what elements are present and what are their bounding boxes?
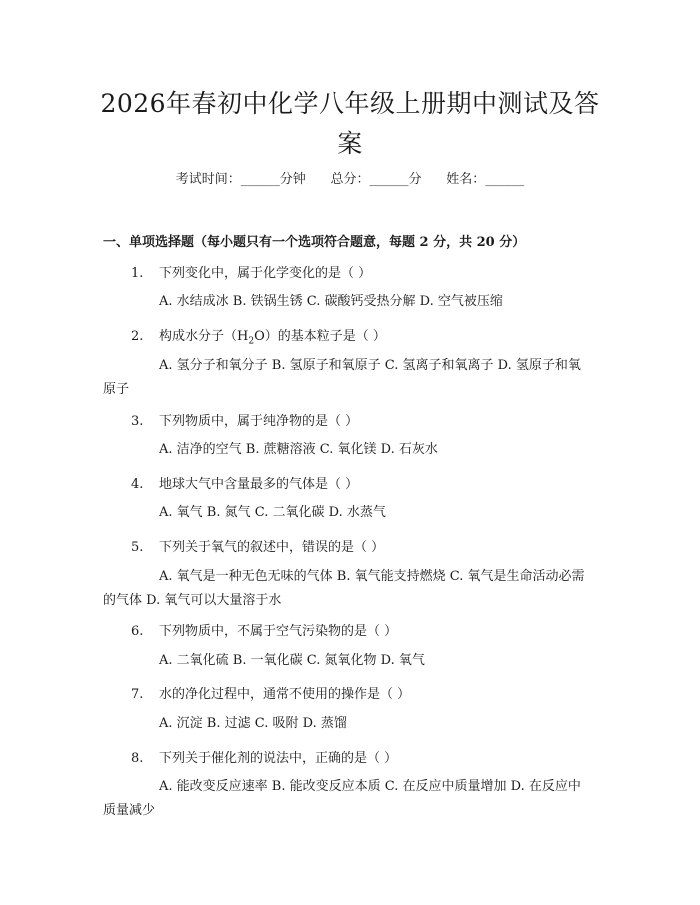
question-options: A. 氧气是一种无色无味的气体 B. 氧气能支持燃烧 C. 氧气是生命活动必需的气体 D. 氧气可以大量溶于水 bbox=[103, 569, 585, 608]
question-options: A. 氢分子和氧分子 B. 氢原子和氧原子 C. 氢离子和氧离子 D. 氢原子和氧原子 bbox=[103, 358, 581, 397]
question-number: 1. bbox=[131, 266, 144, 281]
question-stem bbox=[131, 620, 397, 639]
question-options: A. 洁净的空气 B. 蔗糖溶液 C. 氧化镁 D. 石灰水 bbox=[159, 442, 438, 457]
question-options: A. 氧气 B. 氮气 C. 二氧化碳 D. 水蒸气 bbox=[159, 505, 386, 520]
question-options: A. 沉淀 B. 过滤 C. 吸附 D. 蒸馏 bbox=[159, 716, 347, 731]
page-title: 2026年春初中化学八年级上册期中测试及答案 bbox=[100, 89, 600, 158]
question-text: 下列关于催化剂的说法中，正确的是（ ） bbox=[159, 751, 398, 766]
question-stem bbox=[131, 683, 410, 702]
question-text: 水的净化过程中，通常不使用的操作是（ ） bbox=[159, 687, 411, 702]
question-text: 下列关于氧气的叙述中，错误的是（ ） bbox=[159, 540, 385, 555]
question-number: 6. bbox=[131, 624, 144, 639]
question-stem bbox=[131, 747, 397, 766]
question-options: A. 二氧化硫 B. 一氧化碳 C. 氮氧化物 D. 氧气 bbox=[159, 653, 425, 668]
question-stem bbox=[131, 536, 384, 555]
question-number: 8. bbox=[131, 751, 144, 766]
question-text-part: O）的基本粒子是（ ） bbox=[254, 329, 386, 344]
question-number: 7. bbox=[131, 687, 144, 702]
question-number: 4. bbox=[131, 477, 144, 492]
question-text: 下列物质中，属于纯净物的是（ ） bbox=[159, 414, 359, 429]
question-text: 地球大气中含量最多的气体是（ ） bbox=[159, 477, 359, 492]
question-text: 下列物质中，不属于空气污染物的是（ ） bbox=[159, 624, 398, 639]
question-options: A. 能改变反应速率 B. 能改变反应本质 C. 在反应中质量增加 D. 在反应中质量减少 bbox=[103, 779, 581, 818]
question-stem bbox=[131, 262, 371, 281]
question-options: A. 水结成冰 B. 铁锅生锈 C. 碳酸钙受热分解 D. 空气被压缩 bbox=[159, 294, 503, 309]
question-number: 2. bbox=[131, 329, 144, 344]
question-stem bbox=[131, 325, 386, 347]
exam-info-line: 考试时间：______分钟 总分：______分 姓名：______ bbox=[175, 172, 525, 187]
question-number: 5. bbox=[131, 540, 144, 555]
question-number: 3. bbox=[131, 414, 144, 429]
section-heading: 一、单项选择题（每小题只有一个选项符合题意，每题 2 分，共 20 分） bbox=[103, 235, 526, 250]
question-stem bbox=[131, 410, 358, 429]
question-text: 下列变化中，属于化学变化的是（ ） bbox=[159, 266, 372, 281]
subscript: 2 bbox=[248, 336, 255, 347]
question-stem bbox=[131, 473, 358, 492]
question-text-part: 构成水分子（H bbox=[159, 329, 249, 344]
